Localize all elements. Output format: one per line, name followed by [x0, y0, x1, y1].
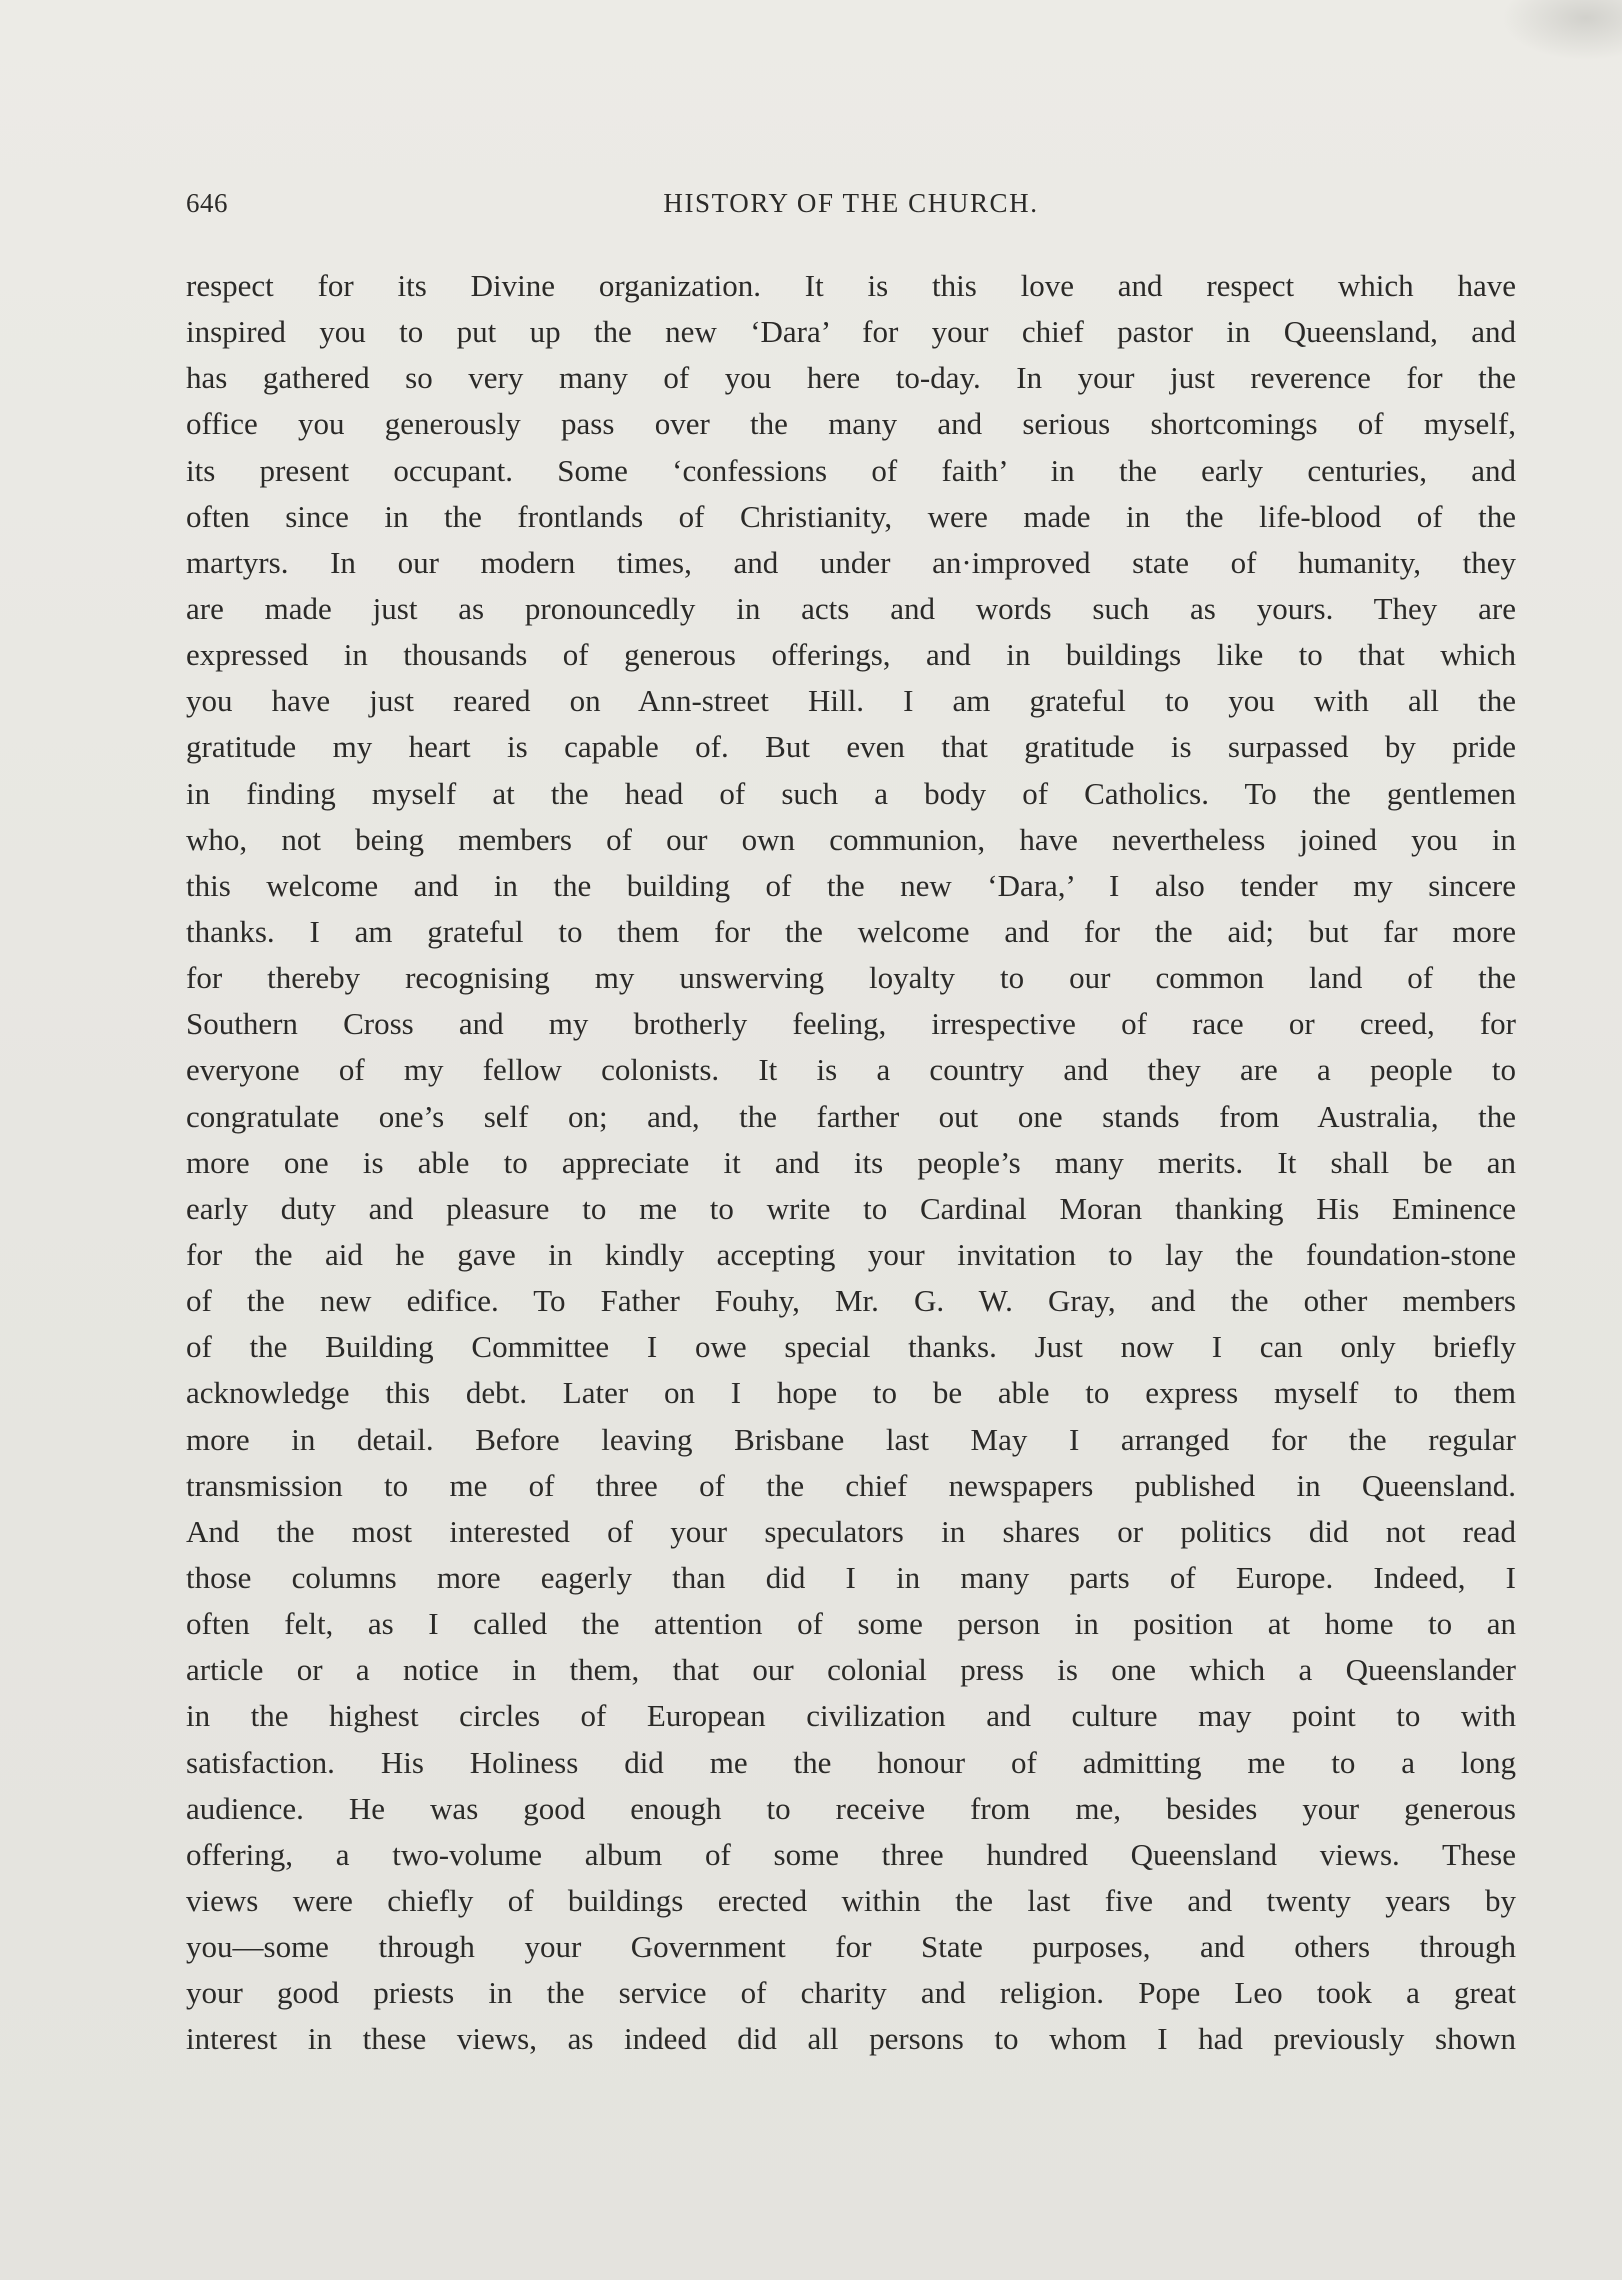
text-line: audience. He was good enough to receive from me, besides your generous: [186, 1790, 1516, 1826]
text-line: martyrs. In our modern times, and under an·improved state of humanity, they: [186, 544, 1516, 580]
text-line: for thereby recognising my unswerving loyalty to our common land of the: [186, 960, 1516, 996]
text-line: expressed in thousands of generous offerings, and in buildings like to that which: [186, 637, 1516, 673]
text-line: you have just reared on Ann-street Hill. I am grateful to you with all the: [186, 683, 1516, 719]
text-line: you—some through your Government for State purposes, and others through: [186, 1929, 1516, 1965]
text-line: thanks. I am grateful to them for the welcome and for the aid; but far more: [186, 913, 1516, 949]
running-title: HISTORY OF THE CHURCH.: [663, 188, 1039, 218]
text-line: of the Building Committee I owe special thanks. Just now I can only briefly: [186, 1329, 1516, 1365]
text-line: for the aid he gave in kindly accepting your invitation to lay the foundation-stone: [186, 1236, 1516, 1272]
text-line: this welcome and in the building of the new ‘Dara,’ I also tender my sincere: [186, 867, 1516, 903]
text-line: congratulate one’s self on; and, the farther out one stands from Australia, the: [186, 1098, 1516, 1134]
text-line: of the new edifice. To Father Fouhy, Mr. G. W. Gray, and the other members: [186, 1283, 1516, 1319]
body-text: [186, 263, 1516, 2062]
page-corner-stain: [1502, 0, 1622, 60]
text-line: more one is able to appreciate it and its people’s many merits. It shall be an: [186, 1144, 1516, 1180]
text-line: views were chiefly of buildings erected within the last five and twenty years by: [186, 1882, 1516, 1918]
text-line: has gathered so very many of you here to-day. In your just reverence for the: [186, 360, 1516, 396]
text-line: in finding myself at the head of such a body of Catholics. To the gentlemen: [186, 775, 1516, 811]
text-line: offering, a two-volume album of some three hundred Queensland views. These: [186, 1836, 1516, 1872]
text-line: early duty and pleasure to me to write to Cardinal Moran thanking His Eminence: [186, 1190, 1516, 1226]
text-line: those columns more eagerly than did I in many parts of Europe. Indeed, I: [186, 1559, 1516, 1595]
text-line: acknowledge this debt. Later on I hope to be able to express myself to them: [186, 1375, 1516, 1411]
text-line: And the most interested of your speculators in shares or politics did not read: [186, 1513, 1516, 1549]
text-line: more in detail. Before leaving Brisbane last May I arranged for the regular: [186, 1421, 1516, 1457]
text-line: everyone of my fellow colonists. It is a country and they are a people to: [186, 1052, 1516, 1088]
text-line: respect for its Divine organization. It is this love and respect which have: [186, 268, 1516, 303]
text-line: who, not being members of our own communion, have nevertheless joined you in: [186, 821, 1516, 857]
text-line: Southern Cross and my brotherly feeling, irrespective of race or creed, for: [186, 1006, 1516, 1042]
text-line: often felt, as I called the attention of some person in position at home to an: [186, 1606, 1516, 1642]
text-line: its present occupant. Some ‘confessions of faith’ in the early centuries, and: [186, 452, 1516, 488]
text-line: gratitude my heart is capable of. But even that gratitude is surpassed by pride: [186, 729, 1516, 765]
text-line: article or a notice in them, that our colonial press is one which a Queenslander: [186, 1652, 1516, 1688]
text-line: office you generously pass over the many and serious shortcomings of myself,: [186, 406, 1516, 442]
text-line: in the highest circles of European civilization and culture may point to with: [186, 1698, 1516, 1734]
text-line: interest in these views, as indeed did all persons to whom I had previously shown: [186, 2021, 1516, 2057]
page-number: 646: [186, 188, 228, 218]
page-header: [186, 188, 1516, 228]
text-line: your good priests in the service of charity and religion. Pope Leo took a great: [186, 1975, 1516, 2011]
text-line: transmission to me of three of the chief newspapers published in Queensland.: [186, 1467, 1516, 1503]
text-line: often since in the frontlands of Christianity, were made in the life-blood of the: [186, 498, 1516, 534]
text-line: are made just as pronouncedly in acts and words such as yours. They are: [186, 590, 1516, 626]
text-line: satisfaction. His Holiness did me the honour of admitting me to a long: [186, 1744, 1516, 1780]
text-line: inspired you to put up the new ‘Dara’ for your chief pastor in Queensland, and: [186, 314, 1516, 350]
